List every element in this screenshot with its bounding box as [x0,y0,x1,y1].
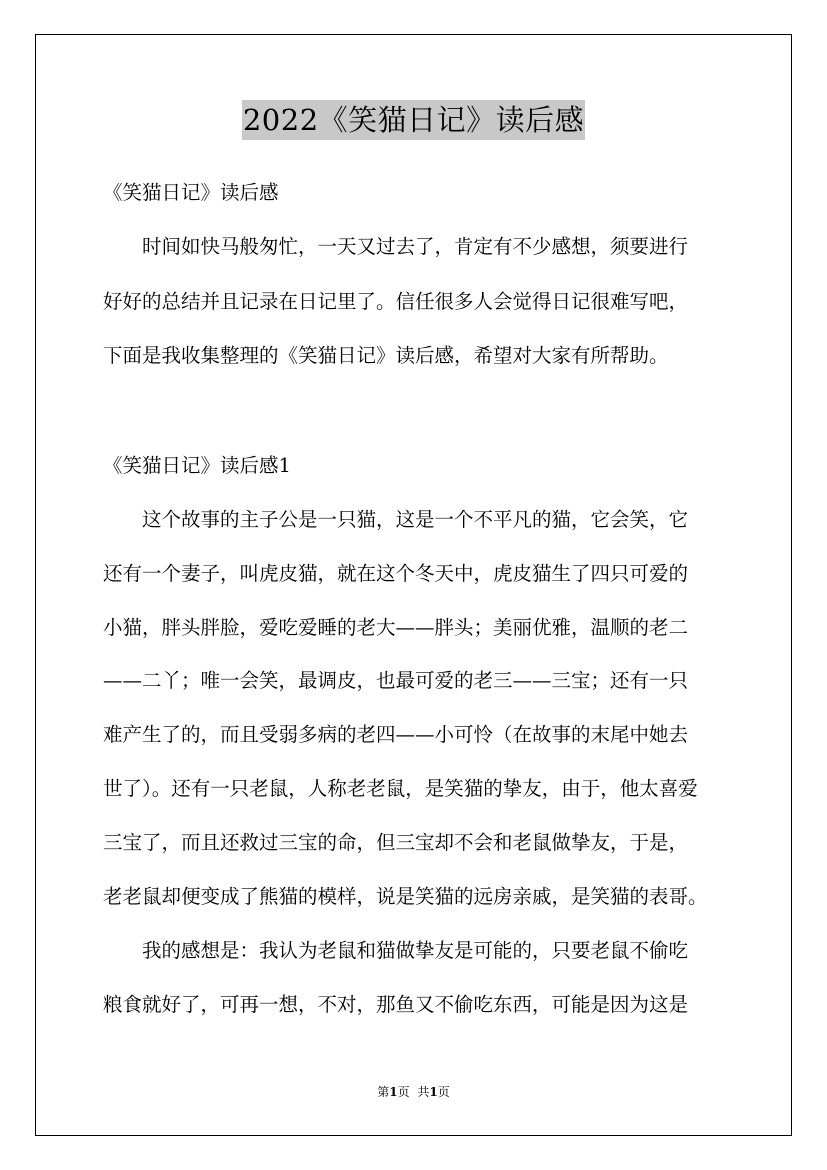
section1-line-5: 难产生了的，而且受弱多病的老四——小可怜（在故事的末尾中她去 [103,723,689,746]
section1-line-4: ——二丫；唯一会笑，最调皮，也最可爱的老三——三宝；还有一只 [103,669,689,692]
footer-page-number: 1 [389,1085,398,1099]
intro-line-1: 时间如快马般匆忙，一天又过去了，肯定有不少感想，须要进行 [142,235,689,258]
section1-line-2: 还有一个妻子，叫虎皮猫，就在这个冬天中，虎皮猫生了四只可爱的 [103,562,689,585]
footer-total-prefix: 共 [417,1085,430,1099]
intro-line-3: 下面是我收集整理的《笑猫日记》读后感，希望对大家有所帮助。 [103,344,669,367]
intro-line-2: 好好的总结并且记录在日记里了。信任很多人会觉得日记很难写吧， [103,290,689,313]
section1-para2-line-2: 粮食就好了，可再一想，不对，那鱼又不偷吃东西，可能是因为这是 [103,993,689,1016]
footer-total-number: 1 [429,1085,438,1099]
footer-page-prefix: 第 [377,1085,390,1099]
section1-heading: 《笑猫日记》读后感1 [103,454,291,477]
section1-para2-line-1: 我的感想是：我认为老鼠和猫做挚友是可能的，只要老鼠不偷吃 [142,939,689,962]
intro-heading: 《笑猫日记》读后感 [103,181,279,204]
document-title [0,100,827,140]
footer-total-suffix: 页 [437,1085,450,1099]
document-title-text: 2022《笑猫日记》读后感 [242,100,585,140]
section1-line-1: 这个故事的主子公是一只猫，这是一个不平凡的猫，它会笑，它 [142,508,689,531]
footer-page-suffix: 页 [397,1085,410,1099]
page-footer [0,1084,827,1100]
section1-line-6: 世了）。还有一只老鼠，人称老老鼠，是笑猫的挚友，由于，他太喜爱 [103,777,698,800]
section1-line-7: 三宝了，而且还救过三宝的命，但三宝却不会和老鼠做挚友，于是， [103,831,689,854]
section1-line-8: 老老鼠却便变成了熊猫的模样，说是笑猫的远房亲戚，是笑猫的表哥。 [103,885,708,908]
section1-line-3: 小猫，胖头胖脸，爱吃爱睡的老大——胖头；美丽优雅，温顺的老二 [103,616,689,639]
